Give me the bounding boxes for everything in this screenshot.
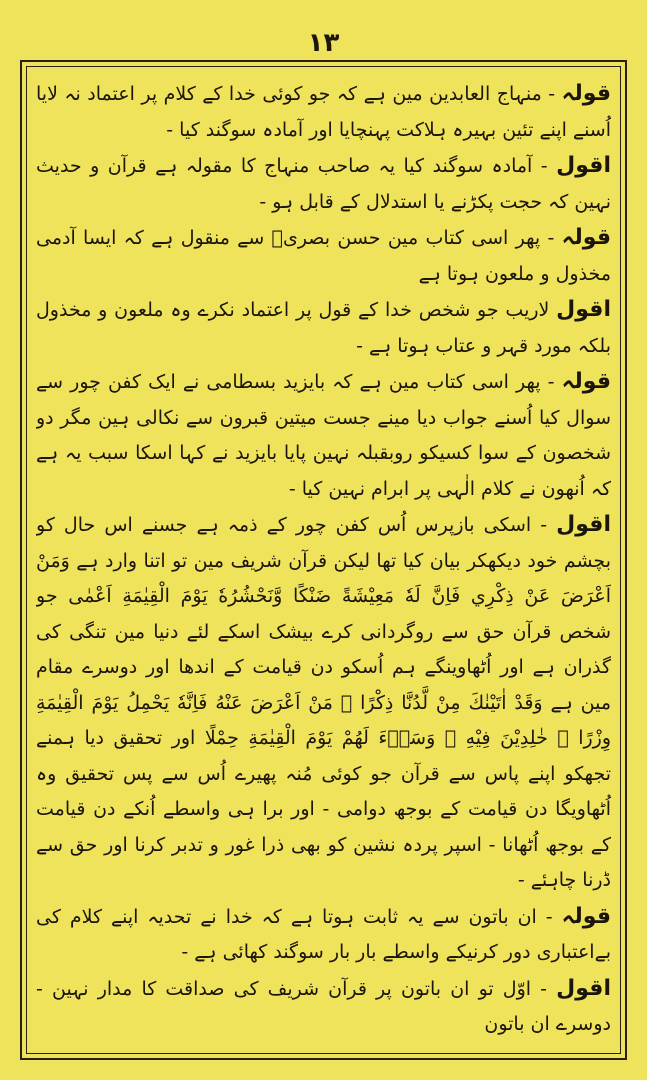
paragraph-qaul-2 <box>36 220 611 292</box>
paragraph-text: - اسکی بازپرس اُس کفن چور کے ذمہ ہے جسنے اس حال کو بچشم خود دیکھکر بیان کیا تھا لیکن قرآن شریف مین تو اتنا وارد ہے <box>36 514 611 572</box>
paragraph-lead: قولہ <box>561 225 611 250</box>
paragraph-text: - پھر اسی کتاب مین حسن بصریؒ سے منقول ہے کہ ایسا آدمی مخذول و ملعون ہوتا ہے <box>36 227 611 285</box>
paragraph-qaul-4 <box>36 899 611 971</box>
paragraph-aqool-3 <box>36 507 611 899</box>
paragraph-text: - منہاج العابدین مین ہے کہ جو کوئی خدا کے کلام پر اعتماد نہ لایا اُسنے اپنے تئین بہیرہ ہلاکت پہنچایا اور آمادہ سوگند کیا - <box>36 83 611 141</box>
page-body <box>36 76 611 1046</box>
quran-verse: وَمَنْ اَعْرَضَ عَنْ ذِكْرِي فَاِنَّ لَهٗ مَعِيْشَةً ضَنْكًا وَّنَحْشُرُهٗ يَوْمَ الْقِيٰمَةِ اَعْمٰى <box>36 549 611 607</box>
paragraph-aqool-4 <box>36 971 611 1043</box>
paragraph-text: - پھر اسی کتاب مین ہے کہ بایزید بسطامی نے ایک کفن چور سے سوال کیا اُسنے جواب دیا مینے جست میتین قبرون سے نکالی ہین مگر دو شخصون کے سوا کسیکو روبقبلہ نہین پایا بایزید نے کہا اسکا سبب یہ ہے کہ اُنھون نے کلام الٰہی پر ابرام نہین کیا - <box>36 371 611 500</box>
paragraph-text-continued: اور تحقیق دیا ہمنے تجھکو اپنے پاس سے قرآن جو کوئی مُنہ پھیرے اُس سے پس تحقیق وہ اُٹھاویگا دن قیامت کے بوجھ دوامی - اور برا ہی واسطے اُنکے دن قیامت کے بوجھ اُٹھانا - اسپر پردہ نشین کو بھی ذرا غور و تدبر کرنا اور حق سے ڈرنا چاہئے - <box>36 727 611 891</box>
paragraph-lead: اقول <box>556 153 611 178</box>
paragraph-text: - ان باتون سے یہ ثابت ہوتا ہے کہ خدا نے تحدیہ اپنے کلام کی بےاعتباری دور کرنیکے واسطے بار بار سوگند کھائی ہے - <box>36 905 611 963</box>
paragraph-text: لاریب جو شخص خدا کے قول پر اعتماد نکرے وہ ملعون و مخذول بلکہ مورد قہر و عتاب ہوتا ہے - <box>36 299 611 357</box>
paragraph-text: - اوّل تو ان باتون پر قرآن شریف کی صداقت کا مدار نہین - دوسرے ان باتون <box>36 977 611 1035</box>
paragraph-lead: اقول <box>556 512 611 537</box>
paragraph-qaul-3 <box>36 364 611 507</box>
paragraph-text: - آمادہ سوگند کیا یہ صاحب منہاج کا مقولہ ہے قرآن و حدیث نہین کہ حجت پکڑنے یا استدلال کے قابل ہو - <box>36 155 611 213</box>
paragraph-aqool-1 <box>36 148 611 220</box>
paragraph-lead: اقول <box>556 975 611 1001</box>
paragraph-lead: اقول <box>556 297 611 322</box>
paragraph-text-continued: جو شخص قرآن حق سے روگردانی کرے بیشک اسکے لئے دنیا مین تنگی کی گذران ہے اور اُٹھاوینگے ہم اُسکو دن قیامت کے اندھا اور دوسرے مقام مین ہے <box>36 585 611 714</box>
paragraph-lead: قولہ <box>561 903 611 929</box>
paragraph-lead: قولہ <box>561 81 611 106</box>
paragraph-lead: قولہ <box>561 369 611 394</box>
paragraph-qaul-1 <box>36 76 611 148</box>
paragraph-aqool-2 <box>36 292 611 364</box>
page-number: ۱۳ <box>307 28 340 58</box>
quran-verse: وَقَدْ اٰتَيْنٰكَ مِنْ لَّدُنَّا ذِكْرًا ۚ مَنْ اَعْرَضَ عَنْهُ فَاِنَّهٗ يَحْمِلُ يَوْمَ الْقِيٰمَةِ وِزْرًا ۙ خٰلِدِيْنَ فِيْهِ ۭ وَسَاۗءَ لَهُمْ يَوْمَ الْقِيٰمَةِ حِمْلًا <box>36 691 611 749</box>
